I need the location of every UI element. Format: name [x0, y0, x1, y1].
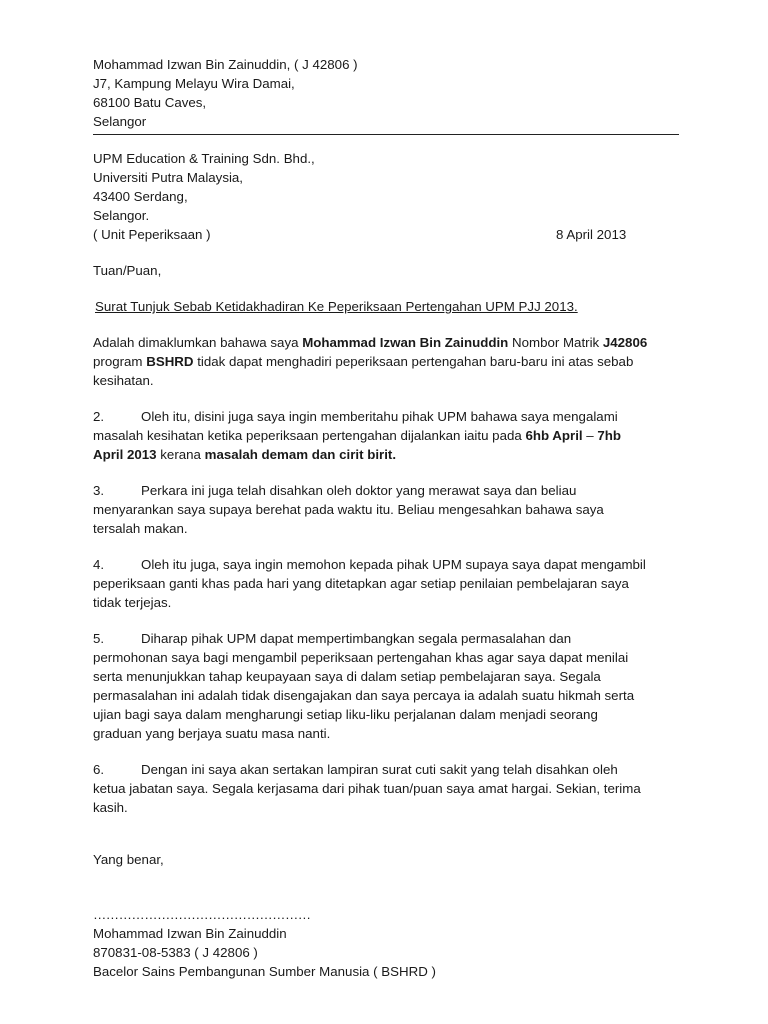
- p1-text: tidak dapat menghadiri peperiksaan pertengahan baru-baru ini atas sebab: [193, 354, 634, 369]
- letter-subject: Surat Tunjuk Sebab Ketidakhadiran Ke Peperiksaan Pertengahan UPM PJJ 2013.: [95, 299, 578, 314]
- recipient-line: 43400 Serdang,: [93, 189, 188, 204]
- sender-address-line: J7, Kampung Melayu Wira Damai,: [93, 76, 295, 91]
- p5-text: permasalahan ini adalah tidak disengajakan dan saya percaya ia adalah suatu hikmah serta: [93, 688, 635, 703]
- p3-text: Perkara ini juga telah disahkan oleh doktor yang merawat saya dan beliau: [141, 483, 577, 498]
- p1-text: Adalah dimaklumkan bahawa saya: [93, 335, 303, 350]
- recipient-line: UPM Education & Training Sdn. Bhd.,: [93, 151, 315, 166]
- p5-text: Diharap pihak UPM dapat mempertimbangkan segala permasalahan dan: [141, 631, 572, 646]
- signatory-ic: 870831-08-5383 ( J 42806 ): [93, 945, 258, 960]
- p5-text: permohonan saya bagi mengambil peperiksaan pertengahan khas agar saya dapat menilai: [93, 650, 629, 665]
- signature-line: ……………………………………………: [93, 907, 311, 922]
- paragraph-number: 5.: [93, 631, 105, 646]
- paragraph-4: [93, 555, 678, 612]
- paragraph-1: [93, 333, 678, 390]
- sender-name-line: Mohammad Izwan Bin Zainuddin, ( J 42806 ): [93, 57, 358, 72]
- p3-text: tersalah makan.: [93, 521, 188, 536]
- p2-text: –: [582, 428, 598, 443]
- p1-text: program: [93, 354, 147, 369]
- recipient-line: Universiti Putra Malaysia,: [93, 170, 244, 185]
- p4-text: Oleh itu juga, saya ingin memohon kepada pihak UPM supaya saya dapat mengambil: [141, 557, 646, 572]
- recipient-line: Selangor.: [93, 208, 150, 223]
- p4-text: tidak terjejas.: [93, 595, 172, 610]
- signatory-name: Mohammad Izwan Bin Zainuddin: [93, 926, 287, 941]
- p5-text: serta menunjukkan tahap keupayaan saya di dalam setiap pembelajaran saya. Segala: [93, 669, 601, 684]
- p1-text: Nombor Matrik: [508, 335, 603, 350]
- paragraph-number: 2.: [93, 409, 105, 424]
- p1-matric-number: J42806: [602, 335, 648, 350]
- paragraph-number: 4.: [93, 557, 105, 572]
- p6-text: kasih.: [93, 800, 128, 815]
- sender-address: [93, 55, 683, 131]
- closing: Yang benar,: [93, 852, 164, 867]
- p4-text: peperiksaan ganti khas pada hari yang ditetapkan agar setiap penilaian pembelajaran saya: [93, 576, 629, 591]
- paragraph-5: [93, 629, 678, 743]
- paragraph-number: 6.: [93, 762, 105, 777]
- p6-text: ketua jabatan saya. Segala kerjasama dari pihak tuan/puan saya amat hargai. Sekian, terima: [93, 781, 641, 796]
- letter-date: 8 April 2013: [556, 227, 627, 242]
- recipient-unit: ( Unit Peperiksaan ): [93, 227, 211, 242]
- p2-date-to-cont: April 2013: [93, 447, 157, 462]
- paragraph-number: 3.: [93, 483, 105, 498]
- p2-illness: masalah demam dan cirit birit.: [204, 447, 397, 462]
- paragraph-2: [93, 407, 678, 464]
- paragraph-6: [93, 760, 678, 817]
- p1-text: kesihatan.: [93, 373, 154, 388]
- p2-text: kerana: [156, 447, 205, 462]
- letter-page: [93, 55, 683, 981]
- p1-student-name: Mohammad Izwan Bin Zainuddin: [302, 335, 509, 350]
- paragraph-3: [93, 481, 678, 538]
- sender-state-line: Selangor: [93, 114, 147, 129]
- signatory-program: Bacelor Sains Pembangunan Sumber Manusia ( BSHRD ): [93, 964, 436, 979]
- p3-text: menyarankan saya supaya berehat pada waktu itu. Beliau mengesahkan bahawa saya: [93, 502, 604, 517]
- signature-block: [93, 905, 683, 981]
- sender-postcode-line: 68100 Batu Caves,: [93, 95, 207, 110]
- salutation: Tuan/Puan,: [93, 263, 162, 278]
- recipient-address: [93, 149, 683, 244]
- p2-date-to: 7hb: [597, 428, 622, 443]
- p2-date-from: 6hb April: [525, 428, 583, 443]
- p2-text: masalah kesihatan ketika peperiksaan pertengahan dijalankan iaitu pada: [93, 428, 526, 443]
- p1-program: BSHRD: [146, 354, 194, 369]
- p6-text: Dengan ini saya akan sertakan lampiran surat cuti sakit yang telah disahkan oleh: [141, 762, 618, 777]
- p5-text: ujian bagi saya dalam mengharungi setiap liku-liku perjalanan dalam menjadi seorang: [93, 707, 598, 722]
- p2-text: Oleh itu, disini juga saya ingin memberitahu pihak UPM bahawa saya mengalami: [141, 409, 618, 424]
- p5-text: graduan yang berjaya suatu masa nanti.: [93, 726, 331, 741]
